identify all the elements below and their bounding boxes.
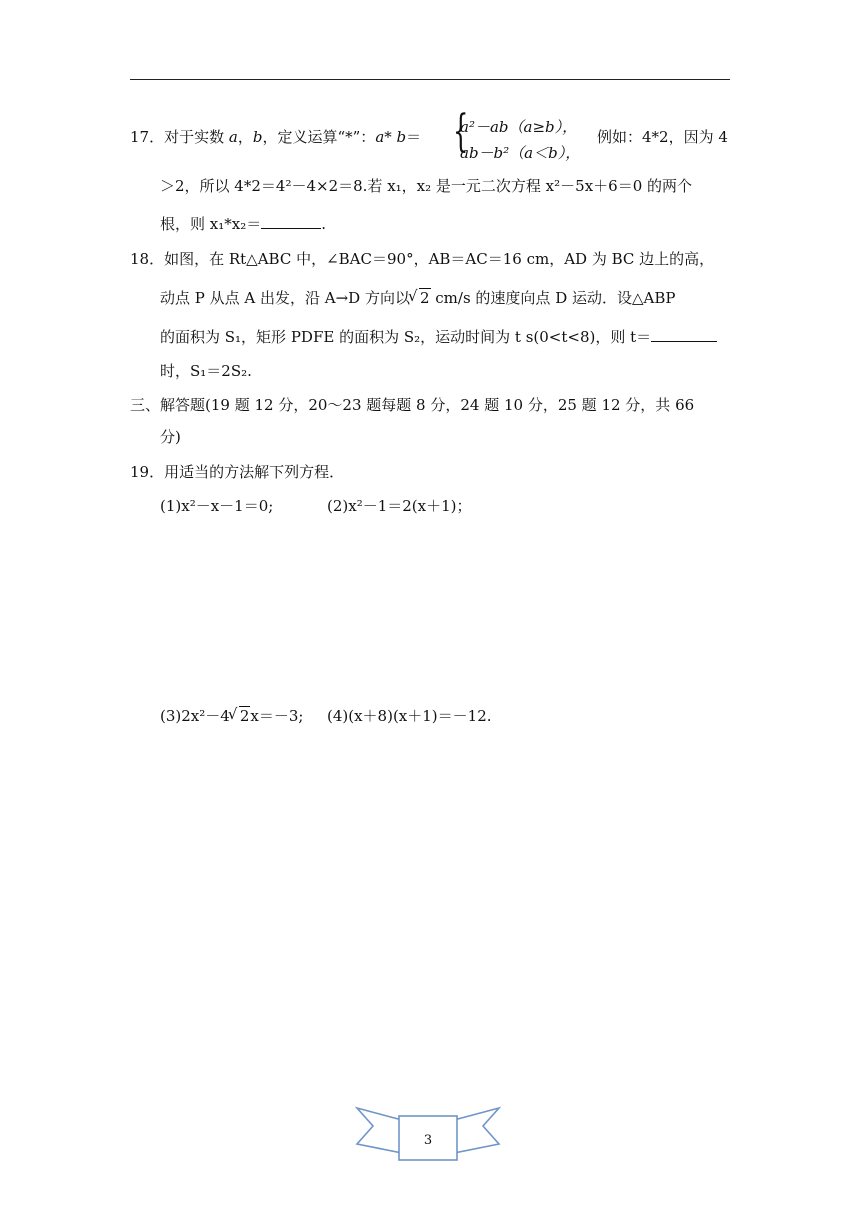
q19-part1: (1)x²－x－1＝0;: [160, 497, 274, 515]
left-brace-icon: {: [453, 106, 469, 157]
q19-part4: (4)(x＋8)(x＋1)＝－12.: [327, 707, 492, 725]
section3-line1: 三、解答题(19 题 12 分，20～23 题每题 8 分，24 题 10 分，25 题 12 分，共 66: [130, 396, 695, 414]
section3-line2: 分): [160, 428, 181, 446]
sqrt-symbol: √ 2: [230, 705, 251, 727]
piecewise-definition: [453, 106, 593, 162]
q17-line1-tail: 例如：4*2，因为 4: [597, 128, 728, 146]
q19-title: 19．用适当的方法解下列方程．: [130, 463, 345, 481]
case-2: ab－b²（a＜b），: [460, 144, 581, 162]
q18-line1: 18．如图，在 Rt△ABC 中，∠BAC＝90°，AB＝AC＝16 cm，AD 为 BC 边上的高，: [130, 250, 715, 268]
sqrt-symbol: √ 2: [410, 287, 431, 309]
q17-line2: ＞2，所以 4*2＝4²－4×2＝8.若 x₁，x₂ 是一元二次方程 x²－5x＋6＝0 的两个: [160, 177, 693, 195]
q18-line4: 时，S₁＝2S₂.: [160, 362, 252, 380]
q18-line2: 动点 P 从点 A 出发，沿 A→D 方向以√ 2 cm/s 的速度向点 D 运动．设△ABP: [160, 287, 675, 309]
q17-line1: 17．对于实数 a，b，定义运算“*”：a* b＝: [130, 128, 422, 146]
header-rule: [130, 79, 730, 80]
answer-blank: [651, 325, 717, 342]
case-1: a²－ab（a≥b），: [460, 118, 578, 136]
q17-line3: 根，则 x₁*x₂＝ .: [160, 212, 326, 235]
q19-part2: (2)x²－1＝2(x＋1)；: [327, 497, 472, 515]
page-number: 3: [423, 1133, 433, 1148]
answer-blank: [261, 212, 321, 229]
q19-part3: (3)2x²－4√ 2x＝－3;: [160, 705, 303, 727]
q18-line3: 的面积为 S₁，矩形 PDFE 的面积为 S₂，运动时间为 t s(0<t<8)，则 t＝: [160, 325, 717, 348]
